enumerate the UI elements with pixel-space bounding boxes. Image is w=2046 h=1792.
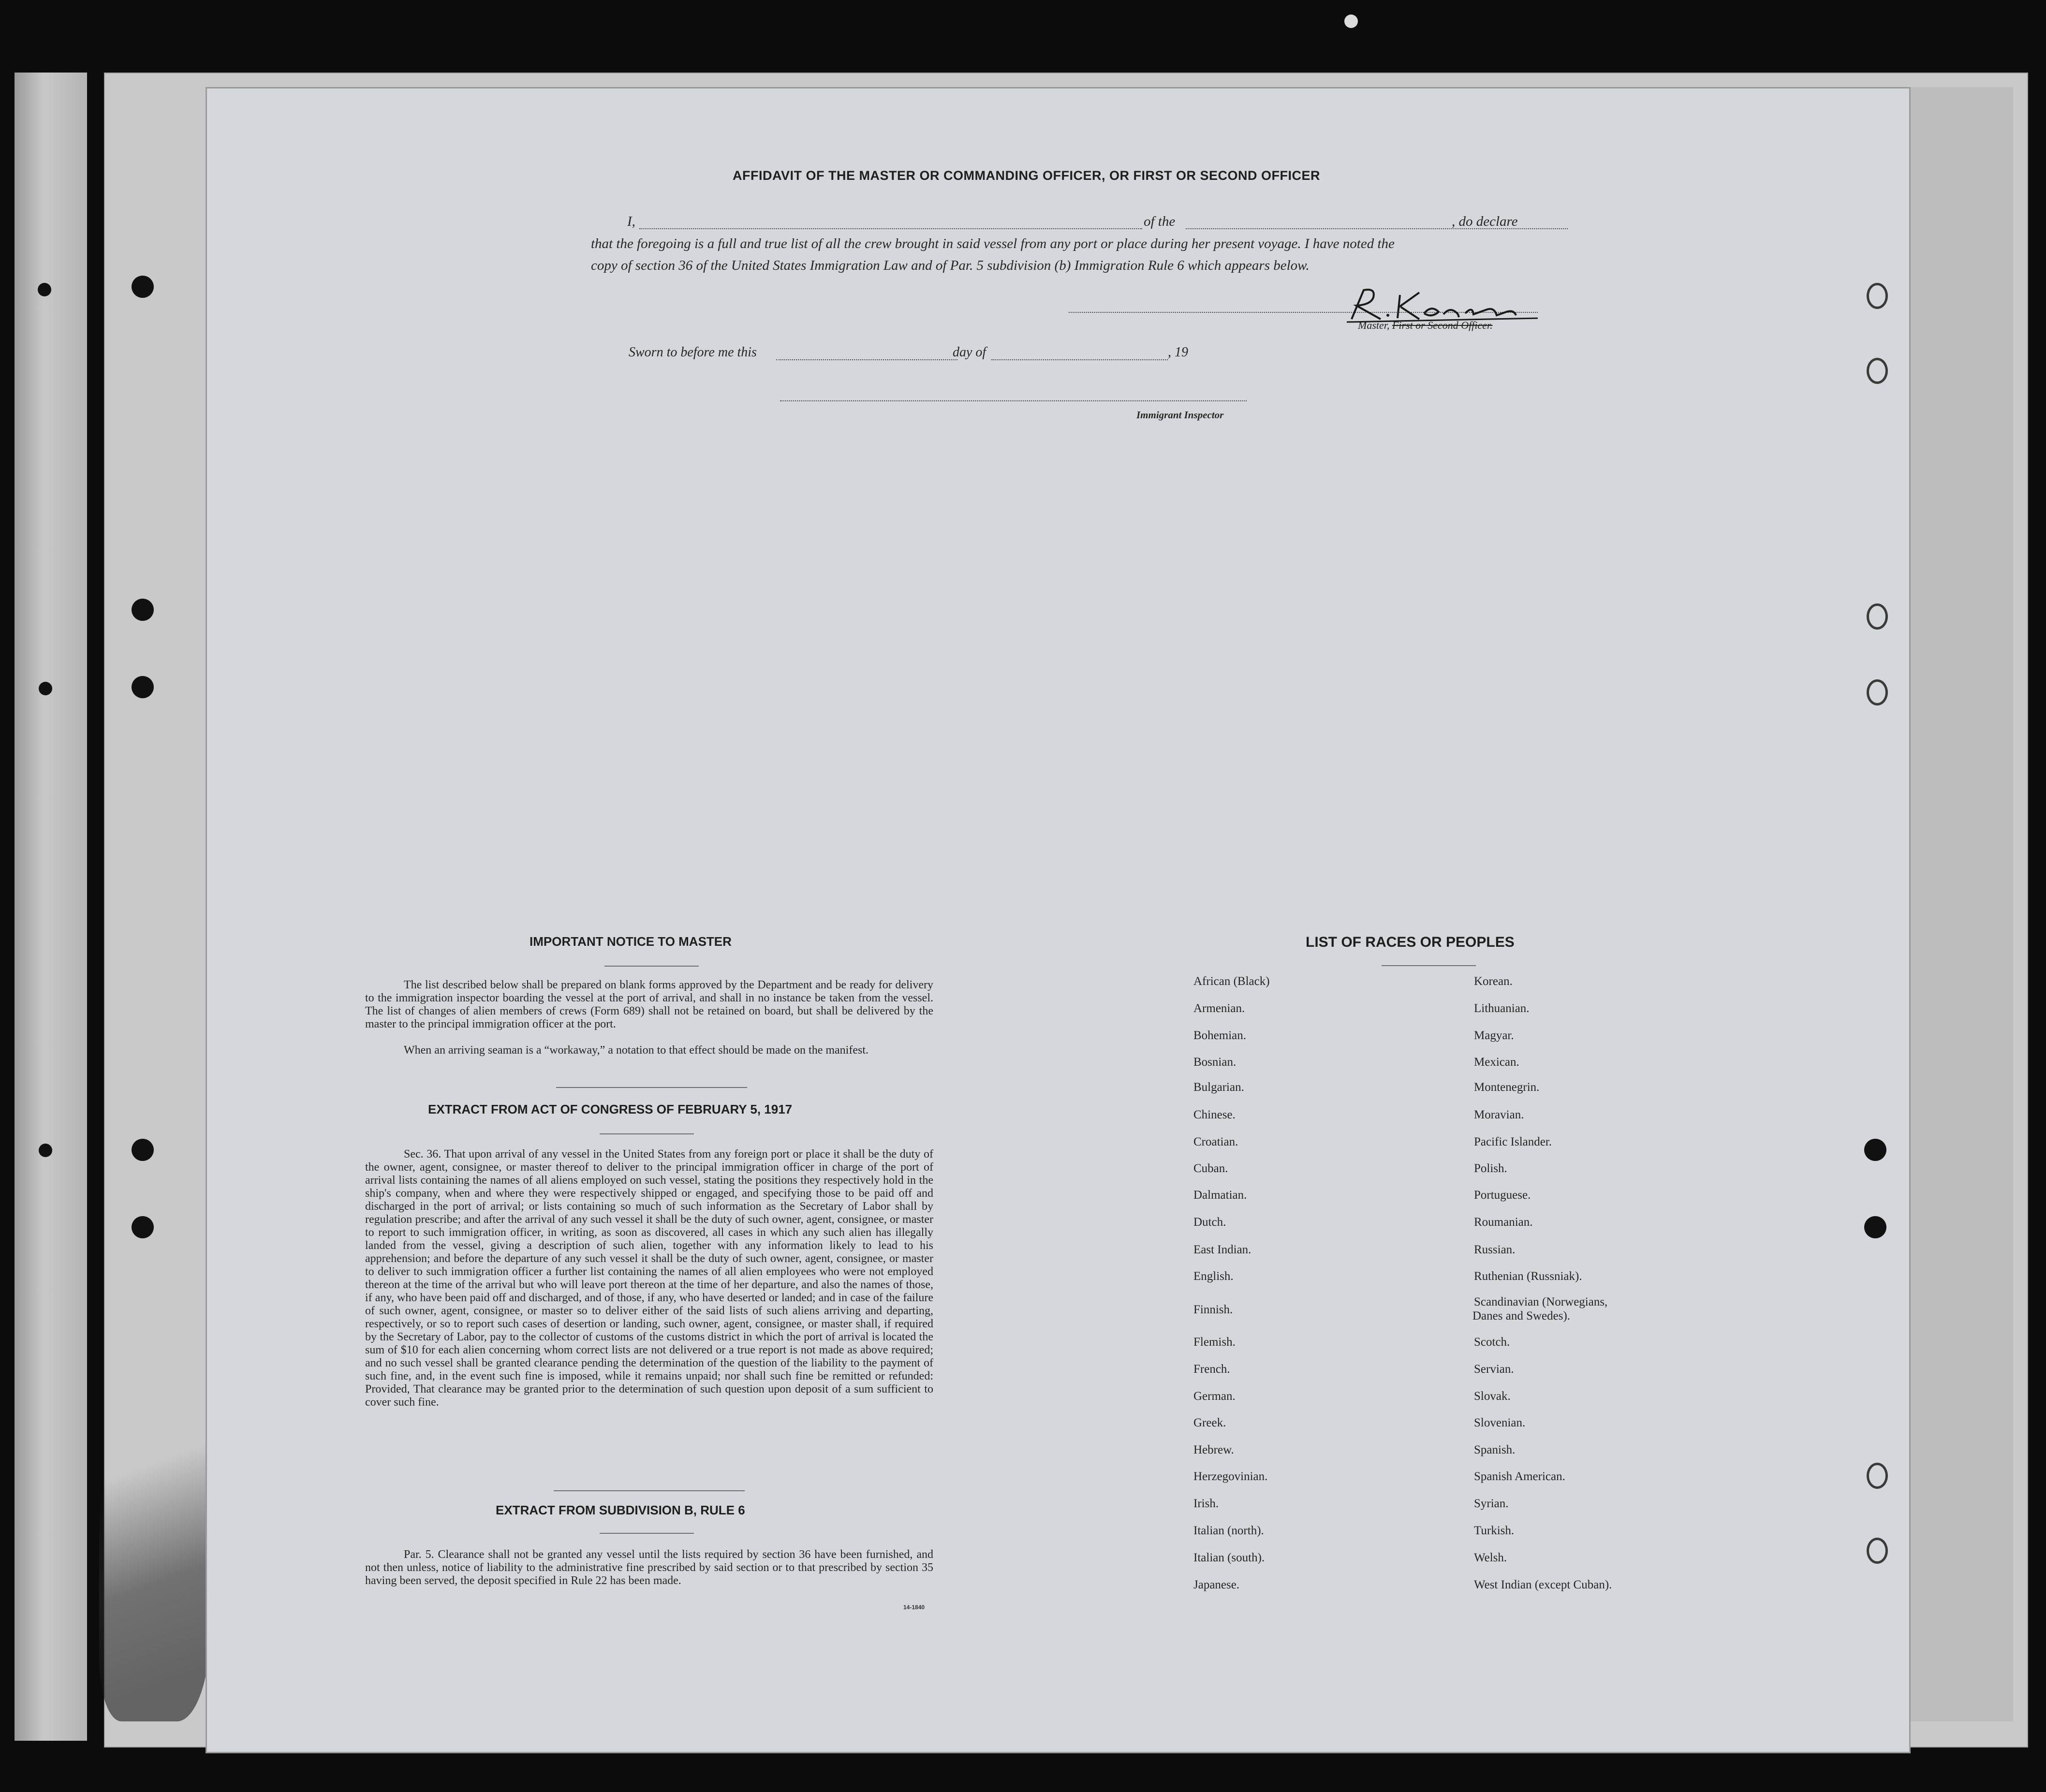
binding-strip: [15, 73, 87, 1741]
notice-title-rule: [604, 966, 699, 967]
section-divider: [554, 1490, 745, 1491]
race-item: Turkish.: [1474, 1524, 1515, 1537]
punch-ring: [1867, 679, 1888, 705]
race-item: Irish.: [1193, 1497, 1219, 1510]
race-item: Greek.: [1193, 1416, 1226, 1429]
race-item: West Indian (except Cuban).: [1474, 1578, 1612, 1591]
race-item: Danes and Swedes).: [1472, 1309, 1571, 1322]
sworn-prefix: Sworn to before me this: [629, 345, 757, 360]
extract-act-text: Sec. 36. That upon arrival of any vessel in the United States from any foreign port or place it shall be the duty of the owner, agent, consignee, or master thereof to deliver to the principal immigration officer in charge of the port of arrival lists containing the names of all aliens employed on such vessel, stating the positions they respectively hold in the ship's company, when and where they were respectively shipped or engaged, and specifying those to be paid off and discharged in the port of arrival; or lists containing so much of such information as the Secretary of Labor shall by regulation prescribe; and after the arrival of any such vessel it shall be the duty of such owner, agent, consignee, or master to report to such immigration officer, in writing, as soon as discovered, all cases in which any such alien has illegally landed from the vessel, giving a description of such alien, together with any information likely to lead to his apprehension; and before the departure of any such vessel it shall be the duty of such owner, agent, consignee, or master to deliver to such immigration officer a further list containing the names of all alien employees who were not employed thereon at the time of the arrival but who will leave port thereon at the time of her departure, and also the names of those, if any, who have been paid off and discharged, and of those, if any, who have deserted or landed; and in case of the failure of such owner, agent, consignee, or master so to deliver either of the said lists of such aliens arriving and departing, respectively, or so to report such cases of desertion or landing, such owner, agent, consignee, or master shall, if required by the Secretary of Labor, pay to the collector of customs of the customs district in which the port of arrival is located the sum of $10 for each alien concerning whom correct lists are not delivered or a true report is not made as above required; and no such vessel shall be granted clearance pending the determination of the question of the liability to the payment of such fine, and, in the event such fine is imposed, while it remains unpaid; nor shall such fine be remitted or refunded: Provided, That clearance may be granted prior to the determination of such question upon deposit of a sum sufficient to cover such fine.: [365, 1148, 933, 1409]
race-item: East Indian.: [1193, 1243, 1251, 1256]
race-item: African (Black): [1193, 975, 1270, 988]
race-item: Ruthenian (Russniak).: [1474, 1270, 1582, 1283]
race-item: Scandinavian (Norwegians,: [1474, 1295, 1608, 1308]
race-item: Italian (south).: [1193, 1551, 1265, 1564]
race-item: Welsh.: [1474, 1551, 1507, 1564]
race-item: Bulgarian.: [1193, 1081, 1244, 1094]
affidavit-line-1: [591, 214, 1534, 230]
sworn-day-of: day of: [953, 345, 986, 360]
notice-paragraph-1: The list described below shall be prepared on blank forms approved by the Department and be ready for delivery to the immigration inspector boarding the vessel at the port of arrival, and shall in no instance be taken from the vessel. The list of changes of alien members of crews (Form 689) shall not be retained on board, but shall be delivered by the master to the principal immigration officer at the port.: [365, 979, 933, 1030]
binding-hole: [1344, 15, 1358, 28]
name-blank[interactable]: [639, 228, 1142, 229]
punch-ring: [1867, 358, 1888, 384]
form-number: 14-1840: [903, 1604, 925, 1611]
binding-hole: [132, 599, 154, 621]
race-item: Croatian.: [1193, 1135, 1238, 1148]
race-item: Flemish.: [1193, 1336, 1236, 1349]
affidavit-title: AFFIDAVIT OF THE MASTER OR COMMANDING OFFICER, OR FIRST OR SECOND OFFICER: [733, 168, 1320, 183]
binding-hole: [132, 1139, 154, 1161]
sworn-month-blank[interactable]: [991, 359, 1168, 360]
inspector-label: Immigrant Inspector: [1136, 409, 1224, 421]
underlying-page-edge: [1900, 87, 2013, 1721]
master-signature: [1347, 285, 1540, 324]
binding-hole: [39, 1144, 52, 1157]
sworn-line: [629, 345, 1257, 364]
race-item: Bosnian.: [1193, 1056, 1236, 1069]
race-item: Servian.: [1474, 1363, 1514, 1376]
signer-title-struck: First or Second Officer.: [1392, 319, 1493, 331]
race-item: Armenian.: [1193, 1002, 1245, 1015]
race-item: French.: [1193, 1363, 1230, 1376]
punch-ring: [1867, 1463, 1888, 1489]
binding-hole: [132, 676, 154, 698]
races-title: LIST OF RACES OR PEOPLES: [1306, 934, 1515, 950]
race-item: Montenegrin.: [1474, 1081, 1540, 1094]
race-item: Herzegovinian.: [1193, 1470, 1268, 1483]
race-item: Italian (north).: [1193, 1524, 1264, 1537]
notice-title: IMPORTANT NOTICE TO MASTER: [530, 934, 732, 949]
race-item: Finnish.: [1193, 1303, 1233, 1316]
race-item: Spanish American.: [1474, 1470, 1565, 1483]
race-item: Slovenian.: [1474, 1416, 1526, 1429]
extract-rule-title: EXTRACT FROM SUBDIVISION B, RULE 6: [496, 1503, 745, 1517]
affidavit-line-2: that the foregoing is a full and true list of all the crew brought in said vessel from any port or place during her present voyage. I have noted the: [591, 236, 1395, 251]
race-item: Polish.: [1474, 1162, 1507, 1175]
punch-ring: [1867, 603, 1888, 630]
race-item: English.: [1193, 1270, 1234, 1283]
race-item: Cuban.: [1193, 1162, 1228, 1175]
race-item: Chinese.: [1193, 1108, 1236, 1121]
race-item: German.: [1193, 1390, 1236, 1403]
race-item: Dalmatian.: [1193, 1189, 1247, 1202]
binding-hole: [39, 682, 52, 695]
race-item: Hebrew.: [1193, 1443, 1234, 1456]
binding-hole: [132, 276, 154, 298]
inspector-signature-blank[interactable]: [780, 400, 1247, 401]
extract-act-title: EXTRACT FROM ACT OF CONGRESS OF FEBRUARY 5, 1917: [428, 1102, 793, 1116]
race-item: Lithuanian.: [1474, 1002, 1530, 1015]
notice-paragraph-2: When an arriving seaman is a “workaway,” a notation to that effect should be made on the manifest.: [404, 1044, 868, 1057]
race-item: Scotch.: [1474, 1336, 1510, 1349]
of-the-label: of the: [1144, 214, 1176, 229]
race-item: Roumanian.: [1474, 1216, 1533, 1229]
race-item: Moravian.: [1474, 1108, 1524, 1121]
race-item: Dutch.: [1193, 1216, 1226, 1229]
race-item: Slovak.: [1474, 1390, 1511, 1403]
section-divider: [556, 1087, 747, 1088]
extract-act-rule: [600, 1133, 694, 1134]
punch-ring: [1867, 283, 1888, 309]
sworn-year: , 19: [1168, 345, 1188, 360]
binding-hole: [1864, 1139, 1886, 1161]
extract-rule-rule: [600, 1533, 694, 1534]
race-item: Russian.: [1474, 1243, 1516, 1256]
punch-ring: [1867, 1538, 1888, 1564]
binding-hole: [38, 283, 51, 296]
races-title-rule: [1382, 965, 1476, 966]
sworn-day-blank[interactable]: [776, 359, 957, 360]
extract-rule-text: Par. 5. Clearance shall not be granted any vessel until the lists required by section 36 have been furnished, and not then unless, notice of liability to the administrative fine prescribed by said section or to that prescribed by section 35 having been served, the deposit specified in Rule 22 has been made.: [365, 1548, 933, 1587]
race-item: Korean.: [1474, 975, 1513, 988]
affidavit-i-label: I,: [627, 214, 635, 229]
binding-hole: [1864, 1216, 1886, 1238]
race-item: Portuguese.: [1474, 1189, 1531, 1202]
declare-label: , do declare: [1452, 214, 1518, 229]
race-item: Magyar.: [1474, 1029, 1514, 1042]
signer-title: [1358, 319, 1493, 332]
binding-hole: [132, 1216, 154, 1238]
race-item: Pacific Islander.: [1474, 1135, 1552, 1148]
race-item: Spanish.: [1474, 1443, 1516, 1456]
race-item: Bohemian.: [1193, 1029, 1247, 1042]
affidavit-line-3: copy of section 36 of the United States Immigration Law and of Par. 5 subdivision (b) Immigration Rule 6 which appears below.: [591, 258, 1310, 273]
race-item: Japanese.: [1193, 1578, 1240, 1591]
race-item: Mexican.: [1474, 1056, 1519, 1069]
signer-title-master: Master,: [1358, 319, 1390, 331]
race-item: Syrian.: [1474, 1497, 1509, 1510]
form-page: [206, 87, 1911, 1753]
scan-stain: [99, 1412, 210, 1721]
